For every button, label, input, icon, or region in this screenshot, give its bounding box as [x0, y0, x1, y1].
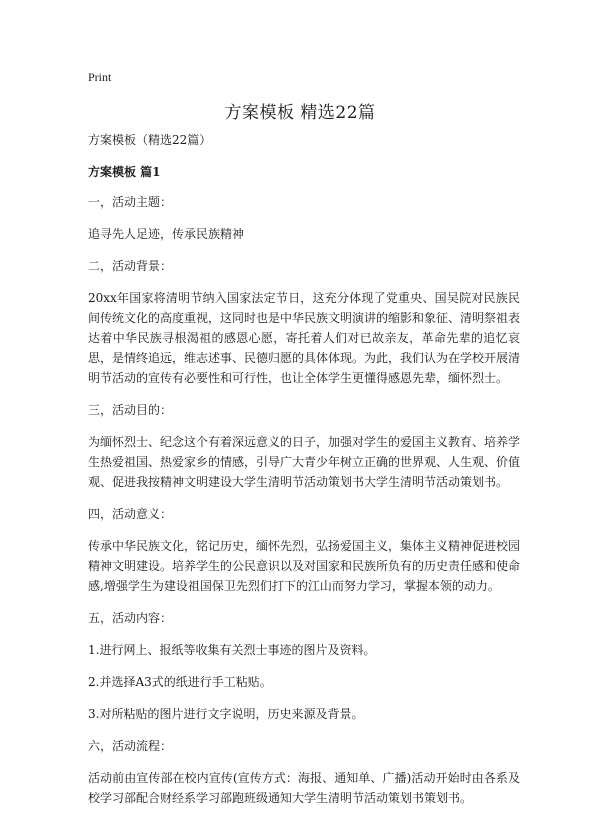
content-item-1: 1.进行网上、报纸等收集有关烈士事迹的图片及资料。	[88, 643, 376, 657]
content-item-2: 2.并选择A3式的纸进行手工粘贴。	[88, 675, 272, 689]
activity-theme-label: 一，活动主题：	[88, 195, 173, 209]
print-label: Print	[88, 70, 112, 84]
document-title: 方案模板 精选22篇	[224, 103, 376, 123]
activity-background-label: 二，活动背景：	[88, 259, 173, 273]
section-heading: 方案模板 篇1	[88, 165, 161, 179]
activity-content-label: 五，活动内容：	[88, 611, 173, 625]
activity-significance-label: 四，活动意义：	[88, 507, 173, 521]
activity-process-label: 六，活动流程：	[88, 739, 173, 753]
activity-significance-text: 传承中华民族文化，铭记历史，缅怀先烈，弘扬爱国主义，集体主义精神促进校园精神文明建设。培养学生的公民意识以及对国家和民族所负有的历史责任感和使命感,增强学生为建设祖国保卫先烈们打下的江山而努力学习，掌握本领的动力。	[88, 539, 521, 593]
document-subtitle: 方案模板（精选22篇）	[88, 133, 212, 147]
activity-theme-text: 追寻先人足迹，传承民族精神	[88, 227, 245, 241]
activity-background-text: 20xx年国家将清明节纳入国家法定节日，这充分体现了党重央、国吴院对民族民间传统文化的高度重视，这同时也是中华民族文明演讲的缩影和象征、清明祭祖表达着中华民族寻根渴祖的感恩心愿，寄托着人们对已故亲友，革命先辈的追忆哀思，是情终追远，维志述事、民德归愿的具体体现。为此，我们认为在学校开展清明节活动的宣传有必要性和可行性，也让全体学生更懂得感恩先辈，缅怀烈士。	[88, 291, 521, 385]
content-item-3: 3.对所粘贴的图片进行文字说明，历史来源及背景。	[88, 707, 364, 721]
document-body	[88, 130, 520, 820]
activity-purpose-text: 为缅怀烈士、纪念这个有着深远意义的日子，加强对学生的爱国主义教育、培养学生热爱祖国、热爱家乡的情感，引导广大青少年树立正确的世界观、人生观、价值观、促进我按精神文明建设大学生清明节活动策划书大学生清明节活动策划书。	[88, 435, 521, 489]
activity-purpose-label: 三，活动目的：	[88, 403, 173, 417]
activity-process-text: 活动前由宣传部在校内宣传(宣传方式：海报、通知单、广播)活动开始时由各系及校学习部配合财经系学习部跑班级通知大学生清明节活动策划书策划书。	[88, 771, 520, 805]
